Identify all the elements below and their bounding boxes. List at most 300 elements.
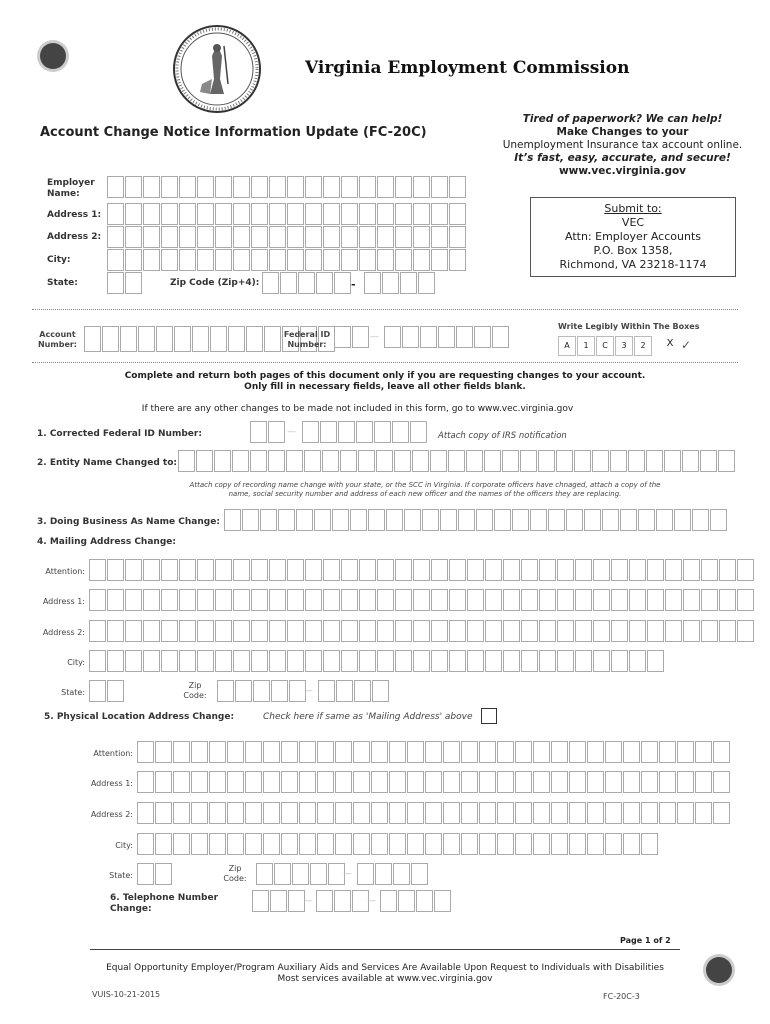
char-box[interactable] (386, 509, 403, 531)
char-box[interactable] (89, 589, 106, 611)
char-box[interactable] (155, 741, 172, 763)
char-box[interactable] (692, 509, 709, 531)
char-box[interactable] (228, 326, 245, 352)
char-box[interactable] (251, 203, 268, 225)
char-box[interactable] (334, 272, 351, 294)
char-box[interactable] (569, 802, 586, 824)
char-box[interactable] (334, 890, 351, 912)
char-box[interactable] (375, 863, 392, 885)
char-box[interactable] (737, 589, 754, 611)
char-box[interactable] (512, 509, 529, 531)
char-box[interactable] (161, 650, 178, 672)
char-box[interactable] (179, 650, 196, 672)
char-box[interactable] (647, 620, 664, 642)
char-box[interactable] (371, 802, 388, 824)
mail-zip4-field[interactable] (318, 680, 390, 702)
char-box[interactable] (449, 559, 466, 581)
char-box[interactable] (161, 176, 178, 198)
char-box[interactable] (341, 226, 358, 248)
char-box[interactable] (335, 802, 352, 824)
char-box[interactable] (269, 589, 286, 611)
char-box[interactable] (430, 450, 447, 472)
char-box[interactable] (359, 650, 376, 672)
char-box[interactable] (107, 559, 124, 581)
char-box[interactable] (641, 802, 658, 824)
char-box[interactable] (287, 620, 304, 642)
char-box[interactable] (641, 771, 658, 793)
char-box[interactable] (395, 226, 412, 248)
char-box[interactable] (440, 509, 457, 531)
char-box[interactable] (232, 450, 249, 472)
char-box[interactable] (413, 620, 430, 642)
char-box[interactable] (161, 620, 178, 642)
char-box[interactable] (215, 203, 232, 225)
char-box[interactable] (161, 249, 178, 271)
char-box[interactable] (449, 650, 466, 672)
char-box[interactable] (710, 509, 727, 531)
char-box[interactable] (384, 326, 401, 348)
char-box[interactable] (323, 249, 340, 271)
char-box[interactable] (242, 509, 259, 531)
char-box[interactable] (502, 450, 519, 472)
char-box[interactable] (107, 176, 124, 198)
char-box[interactable] (593, 559, 610, 581)
char-box[interactable] (575, 650, 592, 672)
char-box[interactable] (620, 509, 637, 531)
char-box[interactable] (389, 802, 406, 824)
char-box[interactable] (467, 559, 484, 581)
char-box[interactable] (287, 226, 304, 248)
char-box[interactable] (359, 226, 376, 248)
char-box[interactable] (287, 589, 304, 611)
char-box[interactable] (155, 833, 172, 855)
char-box[interactable] (377, 589, 394, 611)
char-box[interactable] (332, 509, 349, 531)
char-box[interactable] (394, 450, 411, 472)
char-box[interactable] (474, 326, 491, 348)
char-box[interactable] (377, 650, 394, 672)
char-box[interactable] (434, 890, 451, 912)
char-box[interactable] (271, 680, 288, 702)
char-box[interactable] (456, 326, 473, 348)
char-box[interactable] (449, 203, 466, 225)
char-box[interactable] (407, 802, 424, 824)
char-box[interactable] (316, 890, 333, 912)
char-box[interactable] (302, 421, 319, 443)
zip4-field[interactable] (364, 272, 436, 294)
char-box[interactable] (551, 771, 568, 793)
char-box[interactable] (530, 509, 547, 531)
char-box[interactable] (107, 620, 124, 642)
char-box[interactable] (269, 650, 286, 672)
char-box[interactable] (575, 589, 592, 611)
char-box[interactable] (354, 680, 371, 702)
mail-attention-field[interactable] (89, 559, 755, 581)
char-box[interactable] (566, 509, 583, 531)
char-box[interactable] (538, 450, 555, 472)
char-box[interactable] (539, 650, 556, 672)
char-box[interactable] (556, 450, 573, 472)
char-box[interactable] (737, 559, 754, 581)
char-box[interactable] (340, 450, 357, 472)
char-box[interactable] (449, 226, 466, 248)
mail-state-field[interactable] (89, 680, 125, 702)
char-box[interactable] (251, 176, 268, 198)
char-box[interactable] (425, 741, 442, 763)
phone-area-field[interactable] (252, 890, 306, 912)
char-box[interactable] (376, 450, 393, 472)
char-box[interactable] (253, 680, 270, 702)
char-box[interactable] (395, 650, 412, 672)
char-box[interactable] (647, 589, 664, 611)
char-box[interactable] (503, 559, 520, 581)
char-box[interactable] (407, 833, 424, 855)
char-box[interactable] (677, 771, 694, 793)
char-box[interactable] (125, 559, 142, 581)
char-box[interactable] (268, 421, 285, 443)
char-box[interactable] (89, 680, 106, 702)
char-box[interactable] (179, 226, 196, 248)
char-box[interactable] (569, 771, 586, 793)
char-box[interactable] (611, 559, 628, 581)
char-box[interactable] (227, 741, 244, 763)
same-as-mailing-checkbox[interactable] (481, 708, 497, 724)
char-box[interactable] (197, 620, 214, 642)
char-box[interactable] (413, 249, 430, 271)
char-box[interactable] (179, 559, 196, 581)
char-box[interactable] (353, 771, 370, 793)
char-box[interactable] (467, 589, 484, 611)
char-box[interactable] (192, 326, 209, 352)
char-box[interactable] (341, 559, 358, 581)
char-box[interactable] (515, 741, 532, 763)
char-box[interactable] (334, 326, 351, 348)
char-box[interactable] (647, 559, 664, 581)
char-box[interactable] (197, 226, 214, 248)
char-box[interactable] (539, 559, 556, 581)
char-box[interactable] (316, 272, 333, 294)
char-box[interactable] (503, 650, 520, 672)
char-box[interactable] (227, 771, 244, 793)
char-box[interactable] (557, 559, 574, 581)
phys-attention-field[interactable] (137, 741, 731, 763)
char-box[interactable] (287, 650, 304, 672)
char-box[interactable] (497, 771, 514, 793)
char-box[interactable] (107, 249, 124, 271)
char-box[interactable] (263, 833, 280, 855)
char-box[interactable] (467, 620, 484, 642)
char-box[interactable] (521, 620, 538, 642)
char-box[interactable] (143, 249, 160, 271)
char-box[interactable] (179, 203, 196, 225)
char-box[interactable] (683, 589, 700, 611)
char-box[interactable] (233, 249, 250, 271)
char-box[interactable] (107, 226, 124, 248)
char-box[interactable] (377, 176, 394, 198)
char-box[interactable] (533, 771, 550, 793)
char-box[interactable] (587, 802, 604, 824)
char-box[interactable] (438, 326, 455, 348)
char-box[interactable] (677, 802, 694, 824)
char-box[interactable] (215, 650, 232, 672)
char-box[interactable] (533, 741, 550, 763)
char-box[interactable] (382, 272, 399, 294)
char-box[interactable] (479, 771, 496, 793)
char-box[interactable] (476, 509, 493, 531)
char-box[interactable] (356, 421, 373, 443)
char-box[interactable] (431, 176, 448, 198)
char-box[interactable] (269, 559, 286, 581)
char-box[interactable] (521, 559, 538, 581)
char-box[interactable] (143, 176, 160, 198)
char-box[interactable] (656, 509, 673, 531)
char-box[interactable] (341, 650, 358, 672)
char-box[interactable] (173, 833, 190, 855)
char-box[interactable] (611, 589, 628, 611)
char-box[interactable] (320, 421, 337, 443)
char-box[interactable] (262, 272, 279, 294)
char-box[interactable] (629, 650, 646, 672)
char-box[interactable] (392, 421, 409, 443)
char-box[interactable] (209, 741, 226, 763)
char-box[interactable] (125, 226, 142, 248)
char-box[interactable] (520, 450, 537, 472)
char-box[interactable] (250, 450, 267, 472)
char-box[interactable] (485, 620, 502, 642)
char-box[interactable] (179, 176, 196, 198)
char-box[interactable] (161, 203, 178, 225)
char-box[interactable] (107, 650, 124, 672)
char-box[interactable] (323, 203, 340, 225)
char-box[interactable] (323, 620, 340, 642)
char-box[interactable] (305, 559, 322, 581)
char-box[interactable] (592, 450, 609, 472)
char-box[interactable] (137, 863, 154, 885)
char-box[interactable] (281, 802, 298, 824)
char-box[interactable] (191, 771, 208, 793)
char-box[interactable] (623, 802, 640, 824)
char-box[interactable] (665, 620, 682, 642)
char-box[interactable] (299, 741, 316, 763)
char-box[interactable] (431, 650, 448, 672)
char-box[interactable] (371, 833, 388, 855)
char-box[interactable] (89, 650, 106, 672)
char-box[interactable] (665, 559, 682, 581)
char-box[interactable] (629, 620, 646, 642)
char-box[interactable] (269, 226, 286, 248)
char-box[interactable] (374, 421, 391, 443)
char-box[interactable] (305, 176, 322, 198)
char-box[interactable] (718, 450, 735, 472)
char-box[interactable] (420, 326, 437, 348)
char-box[interactable] (521, 650, 538, 672)
char-box[interactable] (314, 509, 331, 531)
char-box[interactable] (281, 833, 298, 855)
char-box[interactable] (137, 833, 154, 855)
char-box[interactable] (485, 559, 502, 581)
char-box[interactable] (353, 833, 370, 855)
char-box[interactable] (701, 559, 718, 581)
char-box[interactable] (372, 680, 389, 702)
char-box[interactable] (377, 620, 394, 642)
char-box[interactable] (155, 863, 172, 885)
char-box[interactable] (623, 741, 640, 763)
char-box[interactable] (353, 802, 370, 824)
char-box[interactable] (251, 249, 268, 271)
char-box[interactable] (443, 833, 460, 855)
char-box[interactable] (310, 863, 327, 885)
char-box[interactable] (641, 741, 658, 763)
char-box[interactable] (629, 559, 646, 581)
char-box[interactable] (497, 741, 514, 763)
char-box[interactable] (413, 226, 430, 248)
char-box[interactable] (214, 450, 231, 472)
char-box[interactable] (611, 620, 628, 642)
char-box[interactable] (700, 450, 717, 472)
char-box[interactable] (395, 559, 412, 581)
char-box[interactable] (263, 802, 280, 824)
char-box[interactable] (719, 559, 736, 581)
char-box[interactable] (156, 326, 173, 352)
char-box[interactable] (120, 326, 137, 352)
char-box[interactable] (515, 802, 532, 824)
char-box[interactable] (695, 741, 712, 763)
char-box[interactable] (602, 509, 619, 531)
char-box[interactable] (533, 833, 550, 855)
char-box[interactable] (137, 741, 154, 763)
char-box[interactable] (551, 833, 568, 855)
char-box[interactable] (389, 833, 406, 855)
char-box[interactable] (359, 249, 376, 271)
char-box[interactable] (371, 741, 388, 763)
char-box[interactable] (179, 249, 196, 271)
char-box[interactable] (641, 833, 658, 855)
char-box[interactable] (664, 450, 681, 472)
char-box[interactable] (557, 589, 574, 611)
char-box[interactable] (416, 890, 433, 912)
char-box[interactable] (246, 326, 263, 352)
char-box[interactable] (557, 650, 574, 672)
char-box[interactable] (251, 226, 268, 248)
char-box[interactable] (479, 833, 496, 855)
dba-name-field[interactable] (224, 509, 728, 531)
char-box[interactable] (215, 226, 232, 248)
char-box[interactable] (389, 771, 406, 793)
char-box[interactable] (197, 176, 214, 198)
char-box[interactable] (251, 620, 268, 642)
char-box[interactable] (443, 771, 460, 793)
char-box[interactable] (695, 771, 712, 793)
char-box[interactable] (359, 559, 376, 581)
char-box[interactable] (515, 771, 532, 793)
char-box[interactable] (233, 559, 250, 581)
char-box[interactable] (521, 589, 538, 611)
char-box[interactable] (233, 589, 250, 611)
char-box[interactable] (305, 226, 322, 248)
char-box[interactable] (425, 833, 442, 855)
char-box[interactable] (296, 509, 313, 531)
char-box[interactable] (102, 326, 119, 352)
char-box[interactable] (431, 249, 448, 271)
char-box[interactable] (395, 249, 412, 271)
char-box[interactable] (352, 326, 369, 348)
char-box[interactable] (449, 589, 466, 611)
char-box[interactable] (251, 559, 268, 581)
char-box[interactable] (191, 802, 208, 824)
char-box[interactable] (125, 650, 142, 672)
char-box[interactable] (395, 203, 412, 225)
char-box[interactable] (250, 421, 267, 443)
char-box[interactable] (143, 203, 160, 225)
char-box[interactable] (449, 620, 466, 642)
char-box[interactable] (107, 589, 124, 611)
mail-zip-field[interactable] (217, 680, 307, 702)
char-box[interactable] (341, 620, 358, 642)
char-box[interactable] (479, 802, 496, 824)
char-box[interactable] (252, 890, 269, 912)
char-box[interactable] (404, 509, 421, 531)
char-box[interactable] (280, 272, 297, 294)
mail-address1-field[interactable] (89, 589, 755, 611)
char-box[interactable] (161, 559, 178, 581)
char-box[interactable] (611, 650, 628, 672)
char-box[interactable] (179, 620, 196, 642)
char-box[interactable] (605, 802, 622, 824)
char-box[interactable] (292, 863, 309, 885)
char-box[interactable] (215, 176, 232, 198)
char-box[interactable] (587, 833, 604, 855)
char-box[interactable] (89, 559, 106, 581)
char-box[interactable] (125, 176, 142, 198)
char-box[interactable] (628, 450, 645, 472)
char-box[interactable] (584, 509, 601, 531)
char-box[interactable] (497, 802, 514, 824)
char-box[interactable] (623, 833, 640, 855)
char-box[interactable] (610, 450, 627, 472)
char-box[interactable] (341, 589, 358, 611)
char-box[interactable] (443, 802, 460, 824)
char-box[interactable] (173, 802, 190, 824)
char-box[interactable] (210, 326, 227, 352)
phone-line-field[interactable] (380, 890, 452, 912)
char-box[interactable] (449, 249, 466, 271)
char-box[interactable] (593, 620, 610, 642)
char-box[interactable] (125, 589, 142, 611)
zip-field[interactable] (262, 272, 352, 294)
char-box[interactable] (629, 589, 646, 611)
char-box[interactable] (402, 326, 419, 348)
char-box[interactable] (497, 833, 514, 855)
char-box[interactable] (335, 741, 352, 763)
char-box[interactable] (494, 509, 511, 531)
char-box[interactable] (269, 249, 286, 271)
char-box[interactable] (245, 741, 262, 763)
char-box[interactable] (155, 802, 172, 824)
char-box[interactable] (227, 833, 244, 855)
char-box[interactable] (341, 203, 358, 225)
char-box[interactable] (281, 741, 298, 763)
char-box[interactable] (263, 771, 280, 793)
char-box[interactable] (413, 589, 430, 611)
char-box[interactable] (305, 203, 322, 225)
phone-prefix-field[interactable] (316, 890, 370, 912)
char-box[interactable] (191, 741, 208, 763)
char-box[interactable] (107, 272, 124, 294)
char-box[interactable] (683, 559, 700, 581)
char-box[interactable] (143, 589, 160, 611)
char-box[interactable] (278, 509, 295, 531)
char-box[interactable] (281, 771, 298, 793)
